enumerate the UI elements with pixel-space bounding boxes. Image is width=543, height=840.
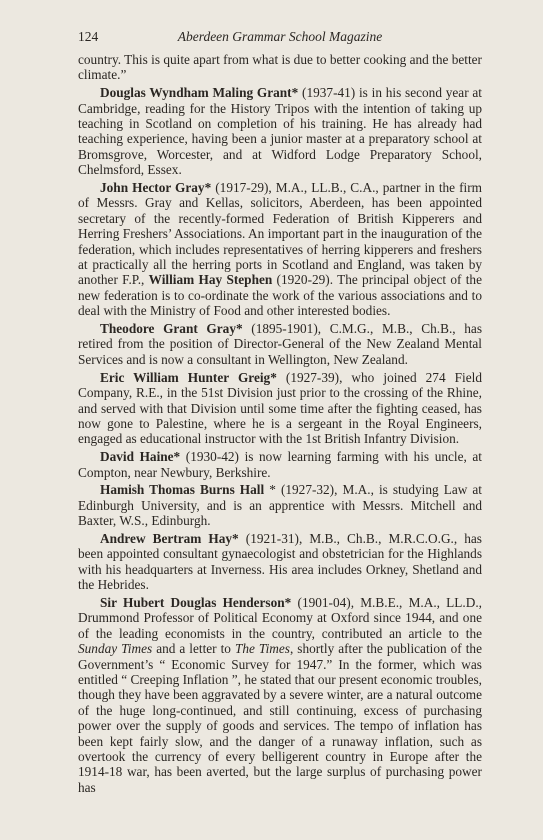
paragraph-text: , shortly after the publication of the Government’s “ Economic Survey for 1947.” In the former, which was entitled “ Creeping Inflation ”, he stated that our present economic troubles, though they have been aggravated by a severe winter, are a natural outcome of the huge long-continued, and still continuing, excess of purchasing power over the supply of goods and services. The tempo of inflation has been kept fairly slow, and the danger of a runaway inflation, such as overtook the currency of every belligerent country in Europe after the 1914-18 war, has been averted, but the large surplus of purchasing power has: [78, 641, 482, 795]
paragraph-grant: [78, 85, 482, 177]
running-title: Aberdeen Grammar School Magazine: [177, 29, 383, 44]
paragraph-hay: [78, 531, 482, 593]
paragraph-haine: [78, 449, 482, 480]
paragraph-text: (1920-29). The principal object of the new federation is to co-ordinate the work of the various associations and to deal with the Ministry of Food and other interested bodies.: [78, 272, 482, 319]
paragraph-greig: [78, 370, 482, 447]
paragraph-gray-theodore: [78, 321, 482, 367]
person-name: John Hector Gray*: [100, 180, 212, 196]
paragraph-text: (1937-41) is in his second year at Cambridge, reading for the History Tripos with the intention of taking up teaching in Scotland on completion of his training. He has already had teaching experience, having been a junior master at a preparatory school at Bromsgrove, Worcester, and at Widford Lodge Preparatory School, Chelmsford, Essex.: [78, 85, 482, 178]
page-number: 124: [78, 29, 99, 44]
publication-title: The Times: [234, 641, 290, 657]
paragraph-text: (1917-29), M.A., LL.B., C.A., partner in the firm of Messrs. Gray and Kellas, solicitors, Aberdeen, has been appointed secretary of the recently-formed Federation of British Kipperers and Herring Freshers’ Associations. An important part in the inauguration of the federation, which includes representatives of herring kipperers and freshers at practically all the herring ports in Scotland and England, was taken by another F.P.,: [78, 180, 482, 288]
person-name: Douglas Wyndham Maling Grant*: [100, 85, 299, 101]
paragraph-henderson: [78, 595, 482, 795]
paragraph-text: * (1927-32), M.A., is studying Law at Edinburgh University, and is an apprentice with Messrs. Mitchell and Baxter, W.S., Edinburgh.: [78, 482, 482, 529]
paragraph-text: and a letter to: [152, 641, 235, 657]
paragraph-continuation: [78, 52, 482, 83]
paragraph-hall: [78, 482, 482, 528]
paragraph-gray-john: [78, 180, 482, 319]
paragraph-text: country. This is quite apart from what is due to better cooking and the better climate.”: [78, 52, 482, 83]
person-name: Eric William Hunter Greig*: [100, 369, 277, 385]
person-name: Andrew Bertram Hay*: [100, 530, 239, 546]
article-body: [78, 52, 482, 795]
page-header: [78, 29, 482, 47]
person-name: David Haine*: [100, 449, 181, 465]
paragraph-text: (1895-1901), C.M.G., M.B., Ch.B., has retired from the position of Director-General of the New Zealand Mental Services and is now a consultant in Wellington, New Zealand.: [78, 321, 482, 367]
person-name: Sir Hubert Douglas Henderson*: [100, 594, 292, 610]
person-name-secondary: William Hay Stephen: [148, 272, 273, 288]
person-name: Hamish Thomas Burns Hall: [100, 482, 265, 498]
paragraph-text: (1930-42) is now learning farming with his uncle, at Compton, near Newbury, Berkshire.: [78, 449, 482, 480]
publication-title: Sunday Times: [78, 641, 153, 657]
person-name: Theodore Grant Gray*: [100, 321, 243, 337]
paragraph-text: (1921-31), M.B., Ch.B., M.R.C.O.G., has been appointed consultant gynaecologist and obstetrician for the Highlands with his headquarters at Inverness. His area includes Orkney, Shetland and the Hebrides.: [78, 530, 482, 593]
paragraph-text: (1901-04), M.B.E., M.A., LL.D., Drummond Professor of Political Economy at Oxford since 1944, and one of the leading economists in the country, contributed an article to the: [78, 594, 483, 641]
paragraph-text: (1927-39), who joined 274 Field Company, R.E., in the 51st Division just prior to the crossing of the Rhine, and served with that Division until some time after the fighting ceased, has now gone to Palestine, where he is a sergeant in the Royal Engineers, engaged as educational instructor with the 1st British Infantry Division.: [78, 369, 482, 447]
